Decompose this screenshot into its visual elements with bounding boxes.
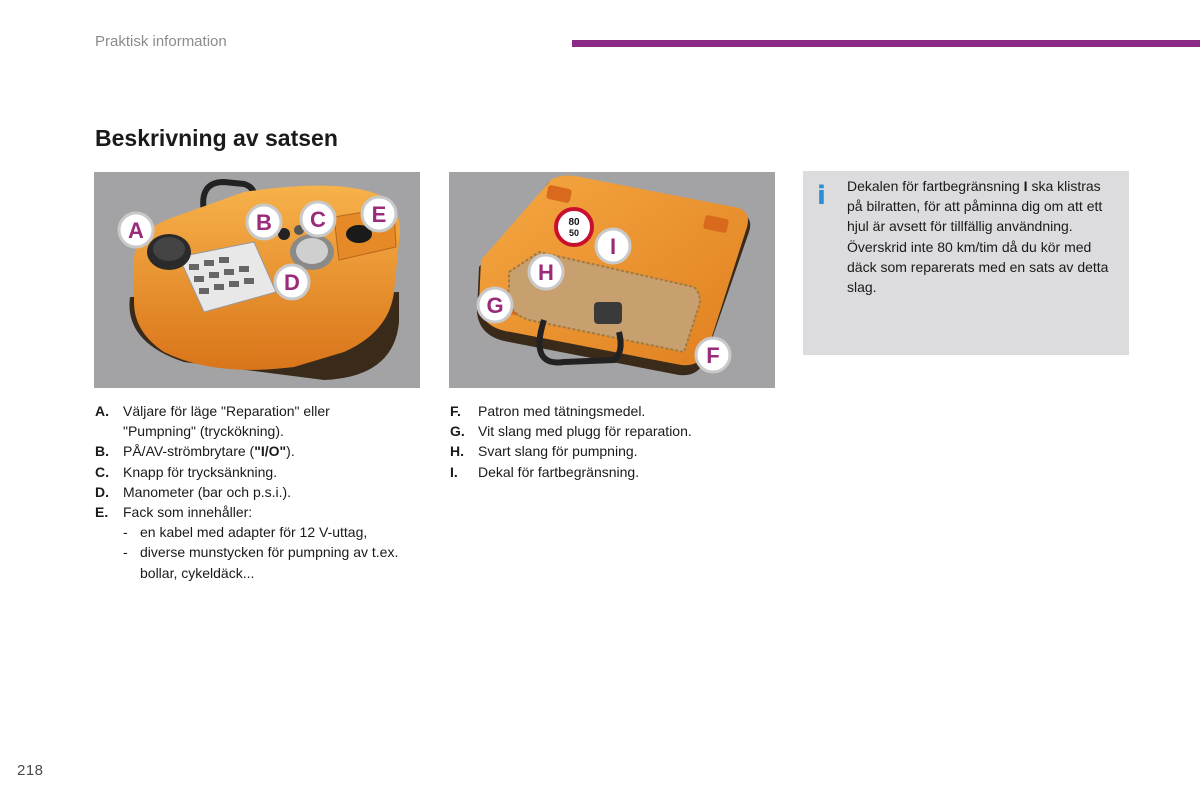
legend-letter: F. (450, 403, 461, 419)
speed-sign-top: 80 (568, 217, 580, 228)
callout-a-label: A (128, 218, 144, 243)
callout-f (696, 338, 730, 372)
section-header-label: Praktisk information (95, 33, 227, 50)
legend-item-i (450, 462, 770, 482)
header-accent-bar (572, 40, 1200, 47)
figure-kit-underside (449, 172, 775, 388)
legend-item-c (95, 462, 405, 482)
legend-item-e (95, 502, 405, 522)
callout-c-label: C (310, 207, 326, 232)
callout-a (119, 213, 153, 247)
legend-subitem (95, 522, 405, 542)
info-text-bold: I (1023, 178, 1028, 194)
info-icon: i (817, 181, 826, 211)
legend-text-bold: "I/O" (254, 443, 287, 460)
legend-letter: E. (95, 504, 109, 521)
legend-left (95, 401, 405, 583)
kit-underside-illustration (449, 172, 775, 388)
info-paragraph-2: Överskrid inte 80 km/tim då du kör med däck som reparerats med en sats av detta slag. (847, 238, 1109, 296)
legend-text: Svart slang för pumpning. (478, 443, 638, 460)
info-box (803, 171, 1129, 355)
legend-text: Väljare för läge "Reparation" eller "Pumpning" (tryckökning). (123, 403, 330, 440)
legend-letter: B. (95, 443, 109, 460)
sub-dash: - (123, 524, 128, 541)
legend-text: Vit slang med plugg för reparation. (478, 423, 692, 440)
legend-text: Manometer (bar och p.s.i.). (123, 483, 292, 500)
info-paragraph-1 (847, 176, 1119, 237)
legend-letter: D. (95, 483, 109, 500)
legend-text (123, 441, 405, 461)
callout-h-label: H (538, 260, 554, 285)
legend-right (450, 401, 770, 482)
callout-b (247, 205, 281, 239)
callout-f-label: F (706, 343, 720, 368)
compressor-illustration (94, 172, 420, 388)
legend-text-part: PÅ/AV-strömbrytare ( (123, 443, 255, 460)
legend-text-part: ). (286, 443, 295, 460)
sub-text: en kabel med adapter för 12 V-uttag, (140, 524, 368, 541)
legend-item-f (450, 401, 770, 421)
sub-text: diverse munstycken för pumpning av t.ex. bollar, cykeldäck... (140, 544, 399, 581)
legend-letter: A. (95, 403, 109, 419)
sub-dash: - (123, 544, 128, 561)
callout-i (596, 229, 630, 263)
figure-compressor-top (94, 172, 420, 388)
legend-item-g (450, 421, 770, 441)
callout-i-label: I (609, 234, 617, 259)
page-number: 218 (17, 762, 44, 779)
callout-e-label: E (371, 202, 387, 227)
legend-item-b (95, 441, 405, 461)
cartridge-shape (594, 302, 622, 324)
info-text-part: ska klistras på bilratten, för att påminna dig om att ett hjul är avsett för tillfällig användning. (847, 178, 1103, 235)
legend-item-a (95, 401, 405, 441)
legend-letter: I. (450, 463, 458, 480)
speed-sign-bottom: 50 (568, 228, 580, 238)
callout-b-label: B (256, 210, 272, 235)
info-text (847, 176, 1119, 297)
callout-h (529, 255, 563, 289)
page-title: Beskrivning av satsen (95, 125, 338, 151)
legend-letter: C. (95, 463, 109, 480)
legend-item-d (95, 482, 405, 502)
info-text-part: Dekalen för fartbegränsning (847, 178, 1024, 194)
callout-e (362, 197, 396, 231)
speed-sign (556, 209, 592, 245)
legend-text: Patron med tätningsmedel. (478, 403, 646, 419)
legend-subitem (95, 542, 405, 582)
legend-item-h (450, 441, 770, 461)
legend-letter: H. (450, 443, 464, 460)
callout-d-label: D (284, 270, 300, 295)
callout-g (478, 288, 512, 322)
callout-g-label: G (486, 293, 504, 318)
legend-text: Dekal för fartbegränsning. (478, 463, 640, 480)
callout-d (275, 265, 309, 299)
callout-c (301, 202, 335, 236)
legend-text: Knapp för trycksänkning. (123, 463, 278, 480)
legend-text: Fack som innehåller: (123, 504, 253, 521)
legend-letter: G. (450, 423, 465, 440)
